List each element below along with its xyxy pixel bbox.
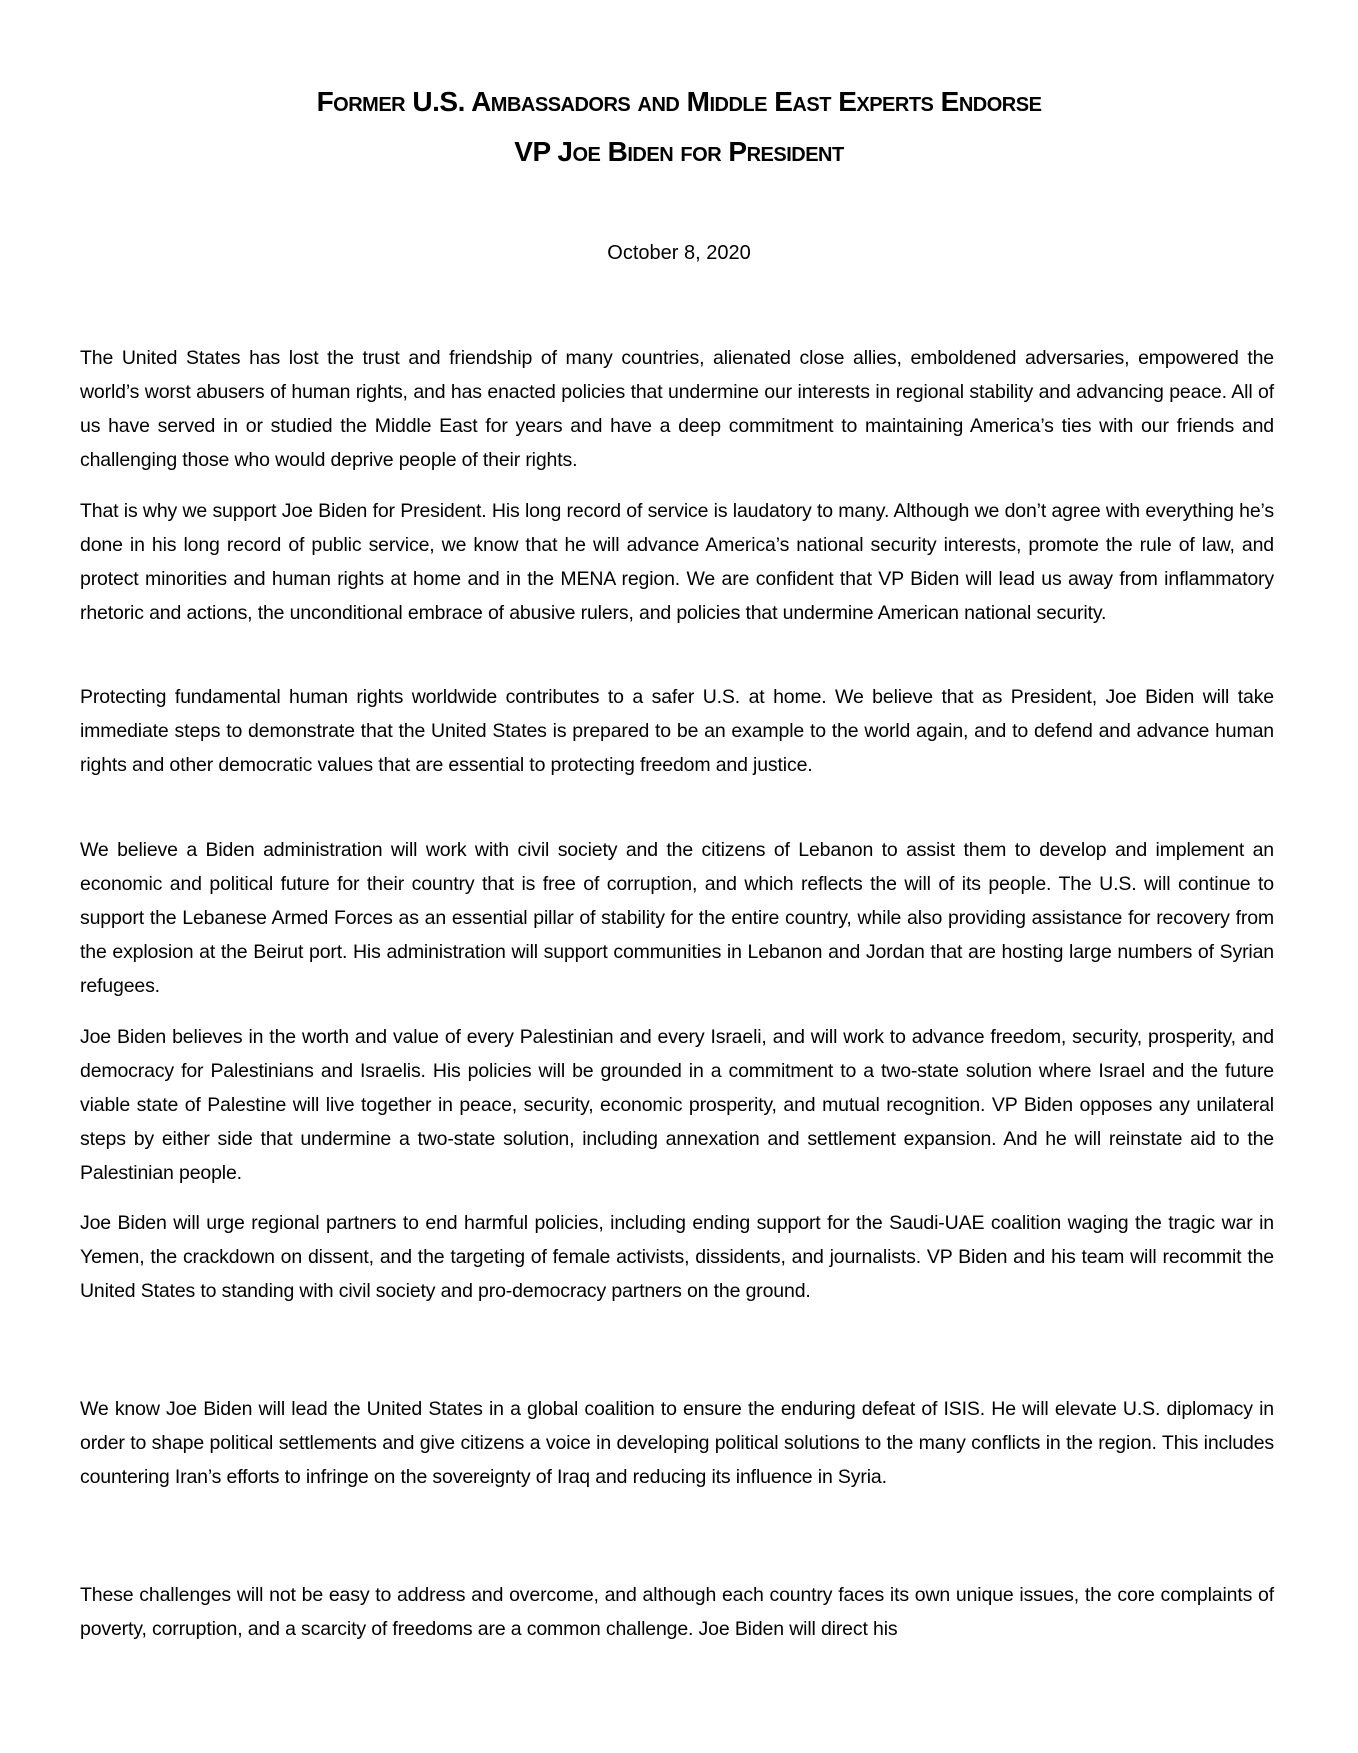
paragraph-3: Protecting fundamental human rights worldwide contributes to a safer U.S. at home. We believe that as President, Joe Biden will take immediate steps to demonstrate that the United States is prepared to be an example to the world again, and to defend and advance human rights and other democratic values that are essential to protecting freedom and justice. bbox=[80, 686, 1274, 776]
paragraph-1: The United States has lost the trust and friendship of many countries, alienated close allies, emboldened adversaries, empowered the world’s worst abusers of human rights, and has enacted policies that undermine our interests in regional stability and advancing peace. All of us have served in or studied the Middle East for years and have a deep commitment to maintaining America’s ties with our friends and challenging those who would deprive people of their rights. bbox=[80, 347, 1274, 471]
document-date: October 8, 2020 bbox=[607, 242, 751, 264]
paragraph-2: That is why we support Joe Biden for President. His long record of service is laudatory to many. Although we don’t agree with everything he’s done in his long record of public service, we know that he will advance America’s national security interests, promote the rule of law, and protect minorities and human rights at home and in the MENA region. We are confident that VP Biden will lead us away from inflammatory rhetoric and actions, the unconditional embrace of abusive rulers, and policies that undermine American national security. bbox=[80, 500, 1274, 624]
paragraph-5: Joe Biden believes in the worth and value of every Palestinian and every Israeli, and will work to advance freedom, security, prosperity, and democracy for Palestinians and Israelis. His policies will be grounded in a commitment to a two-state solution where Israel and the future viable state of Palestine will live together in peace, security, economic prosperity, and mutual recognition. VP Biden opposes any unilateral steps by either side that undermine a two-state solution, including annexation and settlement expansion. And he will reinstate aid to the Palestinian people. bbox=[80, 1026, 1274, 1184]
document-title-line-1: Former U.S. Ambassadors and Middle East Experts Endorse bbox=[316, 86, 1042, 117]
paragraph-6: Joe Biden will urge regional partners to end harmful policies, including ending support for the Saudi-UAE coalition waging the tragic war in Yemen, the crackdown on dissent, and the targeting of female activists, dissidents, and journalists. VP Biden and his team will recommit the United States to standing with civil society and pro-democracy partners on the ground. bbox=[80, 1212, 1274, 1302]
document-title-line-2: VP Joe Biden for President bbox=[514, 136, 844, 167]
paragraph-4: We believe a Biden administration will work with civil society and the citizens of Lebanon to assist them to develop and implement an economic and political future for their country that is free of corruption, and which reflects the will of its people. The U.S. will continue to support the Lebanese Armed Forces as an essential pillar of stability for the entire country, while also providing assistance for recovery from the explosion at the Beirut port. His administration will support communities in Lebanon and Jordan that are hosting large numbers of Syrian refugees. bbox=[80, 839, 1274, 997]
paragraph-7: We know Joe Biden will lead the United States in a global coalition to ensure the enduring defeat of ISIS. He will elevate U.S. diplomacy in order to shape political settlements and give citizens a voice in developing political solutions to the many conflicts in the region. This includes countering Iran’s efforts to infringe on the sovereignty of Iraq and reducing its influence in Syria. bbox=[80, 1398, 1274, 1488]
paragraph-8: These challenges will not be easy to address and overcome, and although each country faces its own unique issues, the core complaints of poverty, corruption, and a scarcity of freedoms are a common challenge. Joe Biden will direct his bbox=[80, 1584, 1274, 1640]
